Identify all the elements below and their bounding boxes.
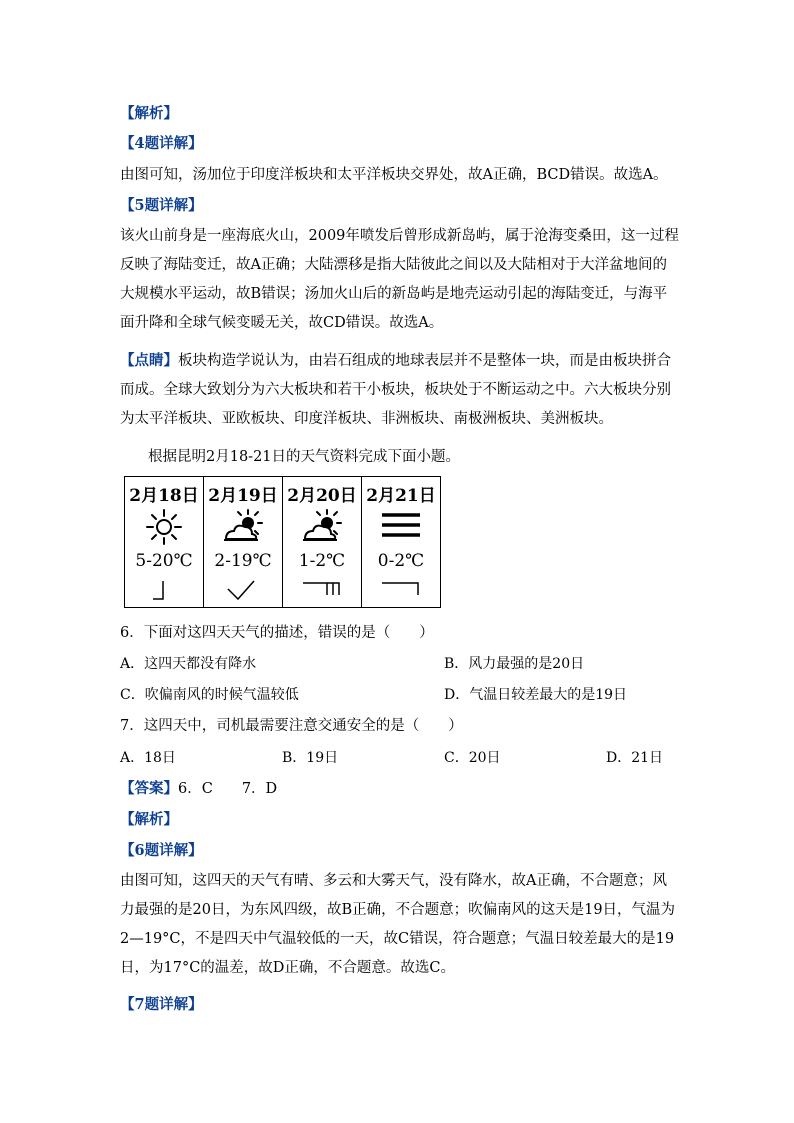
weather-date: 2月19日 — [208, 486, 278, 506]
q6-detail-heading: 【6题详解】 — [120, 842, 203, 859]
weather-temp: 5-20℃ — [135, 551, 193, 571]
dianjing-text: 板块构造学说认为，由岩石组成的地球表层并不是整体一块，而是由板块拼合而成。全球大致划分为六大板块和若干小板块，板块处于不断运动之中。六大板块分别为太平洋板块、亚欧板块、印度洋板块、非洲板块、南极洲板块、美洲板块。 — [120, 353, 671, 427]
q6-option-b[interactable]: B．风力最强的是20日 — [444, 656, 585, 672]
weather-intro: 根据昆明2月18-21日的天气资料完成下面小题。 — [148, 449, 461, 465]
weather-date: 2月18日 — [129, 486, 199, 506]
answer-text: 6．C 7．D — [178, 781, 278, 797]
q6-explanation: 由图可知，这四天的天气有晴、多云和大雾天气，没有降水，故A正确，不合题意；风力最强的是20日，为东风四级，故B正确，不合题意；吹偏南风的这天是19日，气温为2—19°C，不是四天中气温较低的一天，故C错误，符合题意；气温日较差最大的是19日，为17°C的温差，故D正确，不合题意。故选C。 — [120, 873, 676, 976]
q6-stem: 6．下面对这四天天气的描述，错误的是（ ） — [120, 625, 434, 641]
weather-date: 2月20日 — [287, 486, 357, 506]
q5-detail-heading: 【5题详解】 — [120, 197, 203, 214]
partly-cloudy-icon — [299, 507, 345, 547]
weather-cell-20 — [283, 477, 362, 608]
sunny-icon — [141, 507, 187, 547]
fog-icon — [378, 507, 424, 547]
q4-explanation: 由图可知，汤加位于印度洋板块和太平洋板块交界处，故A正确，BCD错误。故选A。 — [120, 167, 668, 183]
weather-cell-19 — [204, 477, 283, 608]
weather-table — [124, 476, 441, 608]
q7-stem: 7．这四天中，司机最需要注意交通安全的是（ ） — [120, 718, 463, 734]
analysis-heading-2: 【解析】 — [120, 811, 178, 828]
wind-southwest-icon — [220, 577, 266, 603]
q7-detail-heading: 【7题详解】 — [120, 996, 203, 1013]
answer-line — [120, 779, 277, 799]
weather-date: 2月21日 — [366, 486, 436, 506]
dianjing-tag: 【点睛】 — [120, 352, 178, 369]
dianjing-paragraph — [120, 346, 680, 434]
wind-east-4-icon — [299, 577, 345, 603]
analysis-heading: 【解析】 — [120, 105, 178, 122]
weather-temp: 2-19℃ — [214, 551, 272, 571]
answer-tag: 【答案】 — [120, 780, 178, 797]
q7-option-b[interactable]: B．19日 — [282, 750, 339, 766]
weather-temp: 1-2℃ — [298, 551, 346, 571]
wind-south-2-icon — [141, 577, 187, 603]
partly-cloudy-icon — [220, 507, 266, 547]
q6-option-a[interactable]: A．这四天都没有降水 — [120, 656, 257, 672]
q6-option-c[interactable]: C．吹偏南风的时候气温较低 — [120, 687, 299, 703]
q7-option-c[interactable]: C．20日 — [444, 750, 501, 766]
weather-cell-18 — [125, 477, 204, 608]
q7-option-d[interactable]: D．21日 — [606, 750, 664, 766]
q7-option-a[interactable]: A．18日 — [120, 750, 176, 766]
q6-option-d[interactable]: D．气温日较差最大的是19日 — [444, 687, 628, 703]
q4-detail-heading: 【4题详解】 — [120, 135, 203, 152]
wind-east-2-icon — [378, 577, 424, 603]
weather-cell-21 — [362, 477, 441, 608]
q5-explanation: 该火山前身是一座海底火山，2009年喷发后曾形成新岛屿，属于沧海变桑田，这一过程反映了海陆变迁，故A正确；大陆漂移是指大陆彼此之间以及大陆相对于大洋盆地间的大规模水平运动，故B错误；汤加火山后的新岛屿是地壳运动引起的海陆变迁，与海平面升降和全球气候变暖无关，故CD错误。故选A。 — [120, 228, 679, 331]
weather-temp: 0-2℃ — [377, 551, 425, 571]
